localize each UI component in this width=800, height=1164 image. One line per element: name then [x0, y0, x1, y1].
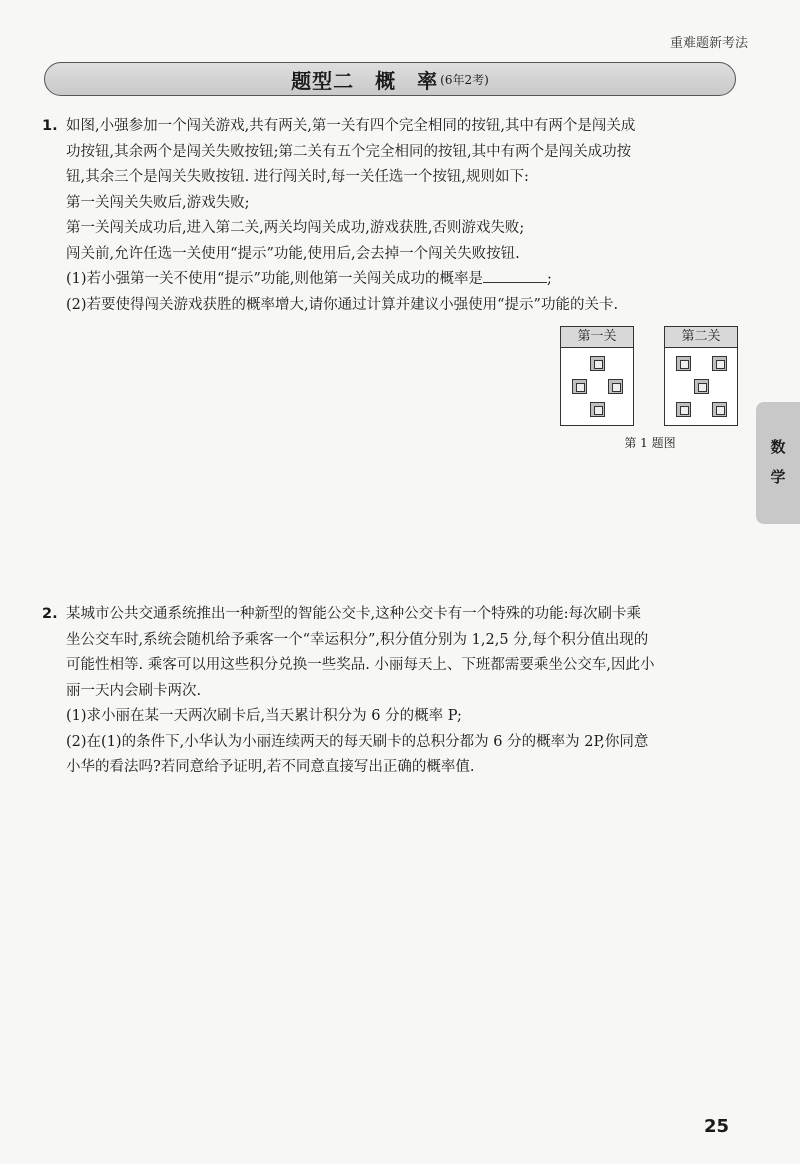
q2-line-4: 丽一天内会刷卡两次. — [66, 682, 202, 699]
level-2-button — [712, 402, 727, 417]
level-1-button — [572, 379, 587, 394]
level-2-button — [712, 356, 727, 371]
page-number: 25 — [704, 1116, 730, 1137]
level-2-button — [676, 356, 691, 371]
question-2 — [42, 602, 742, 781]
q1-part-1-end: ; — [546, 271, 552, 287]
q1-number: 1. — [42, 118, 58, 134]
answer-blank[interactable] — [483, 268, 547, 283]
q1-line-3: 钮,其余三个是闯关失败按钮. 进行闯关时,每一关任选一个按钮,规则如下: — [66, 169, 529, 185]
q2-line-1 — [42, 602, 742, 628]
q2-number: 2. — [42, 606, 58, 622]
level-2-panel — [664, 326, 738, 426]
section-subtitle: (6年2考) — [440, 72, 489, 87]
level-1-panel — [560, 326, 634, 426]
q2-line-7: 小华的看法吗?若同意给予证明,若不同意直接写出正确的概率值. — [66, 759, 475, 775]
q1-part-1 — [42, 267, 742, 293]
q2-part-2: (2)在(1)的条件下,小华认为小丽连续两天的每天刷卡的总积分都为 6 分的概率为 2P,你同意 — [66, 733, 649, 750]
q1-part-1-text: (1)若小强第一关不使用“提示”功能,则他第一关闯关成功的概率是 — [66, 271, 483, 287]
level-1-label: 第一关 — [561, 327, 633, 348]
q1-line-4: 第一关闯关失败后,游戏失败; — [66, 194, 250, 211]
level-2-button — [694, 379, 709, 394]
level-1-button — [590, 402, 605, 417]
subject-side-tab — [756, 402, 800, 524]
question-1 — [42, 114, 742, 318]
level-1-button — [590, 356, 605, 371]
q2-line-3: 可能性相等. 乘客可以用这些积分兑换一些奖品. 小丽每天上、下班都需要乘坐公交车,因此小 — [66, 657, 655, 673]
q2-part-1: (1)求小丽在某一天两次刷卡后,当天累计积分为 6 分的概率 P; — [66, 708, 462, 724]
subject-char-1: 数 — [770, 438, 786, 456]
q1-text-1: 如图,小强参加一个闯关游戏,共有两关,第一关有四个完全相同的按钮,其中有两个是闯关成 — [66, 118, 636, 134]
section-title: 题型二 概 率 — [291, 68, 439, 93]
q1-line-6: 闯关前,允许任选一关使用“提示”功能,使用后,会去掉一个闯关失败按钮. — [66, 245, 520, 262]
subject-char-2: 学 — [770, 468, 786, 486]
subject-label — [756, 432, 800, 492]
q1-line-1 — [42, 114, 742, 140]
level-2-label: 第二关 — [665, 327, 737, 348]
level-2-button — [676, 402, 691, 417]
q1-line-5: 第一关闯关成功后,进入第二关,两关均闯关成功,游戏获胜,否则游戏失败; — [66, 220, 525, 236]
q1-part-2: (2)若要使得闯关游戏获胜的概率增大,请你通过计算并建议小强使用“提示”功能的关卡. — [66, 296, 619, 313]
figure-caption: 第 1 题图 — [624, 436, 676, 450]
q2-line-2: 坐公交车时,系统会随机给予乘客一个“幸运积分”,积分值分别为 1,2,5 分,每个积分值出现的 — [66, 631, 649, 648]
q1-line-2: 功按钮,其余两个是闯关失败按钮;第二关有五个完全相同的按钮,其中有两个是闯关成功按 — [66, 143, 632, 160]
q1-figure — [560, 326, 740, 456]
level-1-button — [608, 379, 623, 394]
running-header: 重难题新考法 — [669, 36, 748, 51]
section-title-band — [44, 62, 736, 96]
q2-text-1: 某城市公共交通系统推出一种新型的智能公交卡,这种公交卡有一个特殊的功能:每次刷卡乘 — [66, 606, 641, 622]
